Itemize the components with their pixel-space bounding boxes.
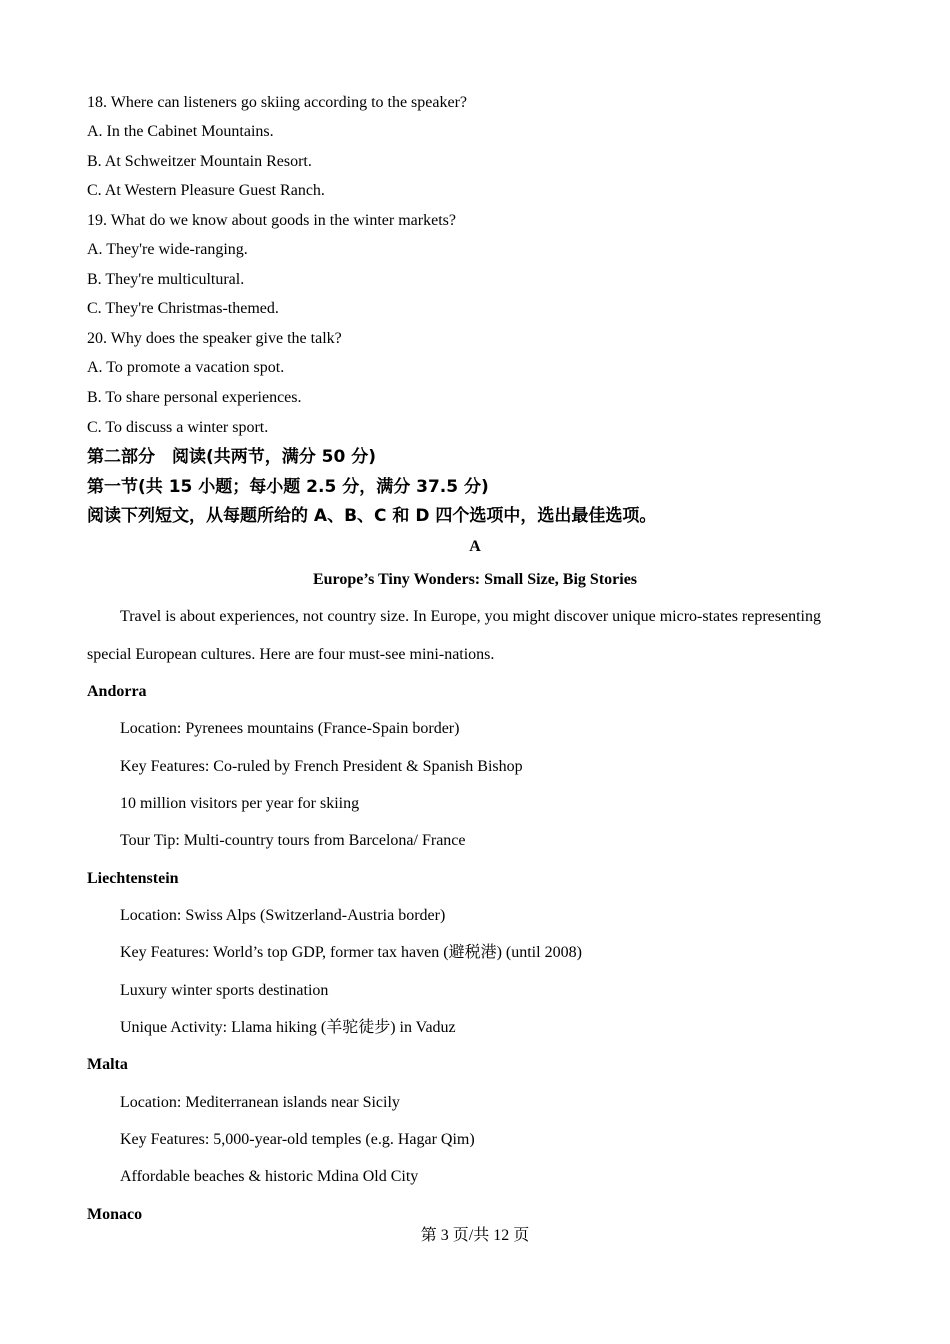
- andorra-tour-tip: Tour Tip: Multi-country tours from Barcelona/ France: [120, 832, 466, 849]
- question-18-option-a: A. In the Cabinet Mountains.: [87, 123, 274, 140]
- question-19-option-c: C. They're Christmas-themed.: [87, 300, 279, 317]
- question-20-option-b: B. To share personal experiences.: [87, 389, 302, 406]
- country-heading-monaco: Monaco: [87, 1206, 143, 1223]
- liechtenstein-winter-sports: Luxury winter sports destination: [120, 982, 329, 999]
- section-instruction: 阅读下列短文，从每题所给的 A、B、C 和 D 四个选项中，选出最佳选项。: [87, 506, 657, 526]
- liechtenstein-location: Location: Swiss Alps (Switzerland-Austria border): [120, 907, 446, 924]
- country-heading-malta: Malta: [87, 1056, 128, 1073]
- page-indicator: 第 3 页/共 12 页: [420, 1227, 530, 1244]
- question-19-option-b: B. They're multicultural.: [87, 271, 245, 288]
- passage-intro-line-1: Travel is about experiences, not country size. In Europe, you might discover unique micro-states representing: [120, 608, 821, 625]
- country-heading-liechtenstein: Liechtenstein: [87, 870, 179, 887]
- andorra-visitors: 10 million visitors per year for skiing: [120, 795, 360, 812]
- question-20-stem: 20. Why does the speaker give the talk?: [87, 330, 342, 347]
- part-title: 第二部分 阅读(共两节，满分 50 分): [87, 447, 377, 467]
- subsection-title: 第一节(共 15 小题；每小题 2.5 分，满分 37.5 分): [87, 477, 489, 497]
- andorra-key-features: Key Features: Co-ruled by French President & Spanish Bishop: [120, 758, 523, 775]
- passage-intro-line-2: special European cultures. Here are four must-see mini-nations.: [87, 646, 495, 663]
- passage-title: Europe’s Tiny Wonders: Small Size, Big Stories: [312, 571, 638, 588]
- liechtenstein-unique-activity: Unique Activity: Llama hiking (羊驼徒步) in Vaduz: [120, 1019, 456, 1036]
- question-18-option-c: C. At Western Pleasure Guest Ranch.: [87, 182, 325, 199]
- question-20-option-c: C. To discuss a winter sport.: [87, 419, 269, 436]
- malta-key-features: Key Features: 5,000-year-old temples (e.g. Hagar Qim): [120, 1131, 475, 1148]
- andorra-location: Location: Pyrenees mountains (France-Spain border): [120, 720, 460, 737]
- question-20-option-a: A. To promote a vacation spot.: [87, 359, 285, 376]
- question-18-option-b: B. At Schweitzer Mountain Resort.: [87, 153, 312, 170]
- liechtenstein-key-features: Key Features: World’s top GDP, former tax haven (避税港) (until 2008): [120, 944, 582, 961]
- malta-location: Location: Mediterranean islands near Sicily: [120, 1094, 400, 1111]
- malta-beaches: Affordable beaches & historic Mdina Old City: [120, 1168, 419, 1185]
- passage-label: A: [469, 538, 481, 555]
- question-18-stem: 18. Where can listeners go skiing according to the speaker?: [87, 94, 468, 111]
- question-19-option-a: A. They're wide-ranging.: [87, 241, 248, 258]
- question-19-stem: 19. What do we know about goods in the winter markets?: [87, 212, 456, 229]
- country-heading-andorra: Andorra: [87, 683, 147, 700]
